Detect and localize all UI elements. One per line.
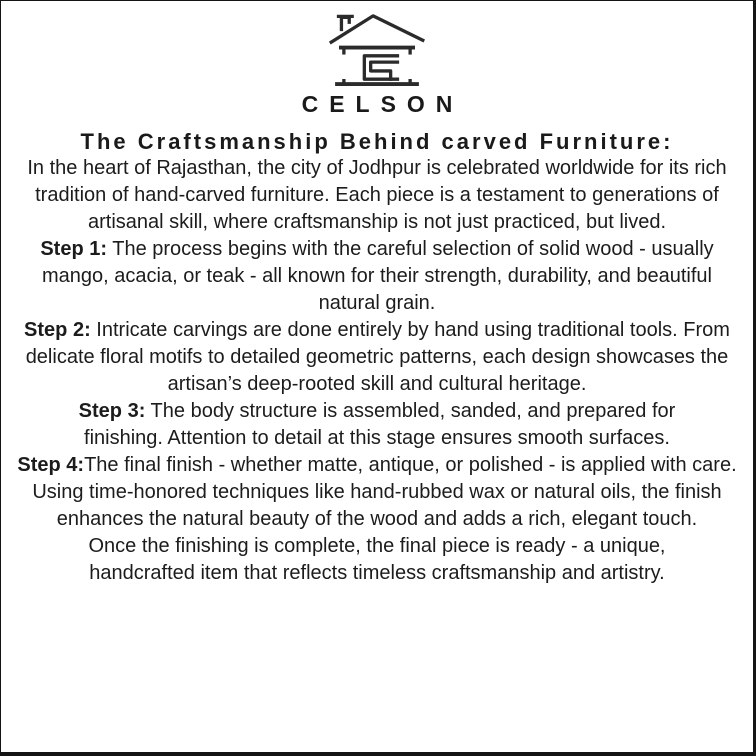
closing-paragraph: Once the finishing is complete, the final piece is ready - a unique, handcrafted item that reflects timeless craftsmanship and artistry. <box>88 535 666 584</box>
step-2-text: Intricate carvings are done entirely by hand using traditional tools. From delicate floral motifs to detailed geometric patterns, each design showcases the artisan’s deep-rooted skill and cultural heritage. <box>25 319 730 395</box>
step-4-text: The final finish - whether matte, antique, or polished - is applied with care. Using time-honored techniques like hand-rubbed wax or natural oils, the finish enhances the natural beauty of the wood and adds a rich, elegant touch. <box>32 454 737 530</box>
step-3-text: The body structure is assembled, sanded, and prepared for finishing. Attention to detail at this stage ensures smooth surfaces. <box>84 400 676 449</box>
intro-paragraph: In the heart of Rajasthan, the city of Jodhpur is celebrated worldwide for its rich tradition of hand-carved furniture. Each piece is a testament to generations of artisanal skill, where craftsmanship is not just practiced, but lived. <box>27 157 727 233</box>
step-3-paragraph <box>43 398 711 452</box>
step-2-paragraph <box>16 317 738 398</box>
house-icon <box>327 11 427 87</box>
step-1-label: Step 1: <box>40 238 108 260</box>
step-1-paragraph <box>27 236 727 317</box>
step-3-label: Step 3: <box>78 400 146 422</box>
step-2-label: Step 2: <box>24 319 91 341</box>
brand-name: CELSON <box>301 91 464 117</box>
page-title: The Craftsmanship Behind carved Furniture: <box>80 129 674 154</box>
step-4-paragraph <box>14 452 740 533</box>
step-4-label: Step 4: <box>17 454 85 476</box>
step-1-text: The process begins with the careful selection of solid wood - usually mango, acacia, or teak - all known for their strength, durability, and beautiful natural grain. <box>42 238 714 314</box>
celson-house-logo <box>14 11 740 87</box>
